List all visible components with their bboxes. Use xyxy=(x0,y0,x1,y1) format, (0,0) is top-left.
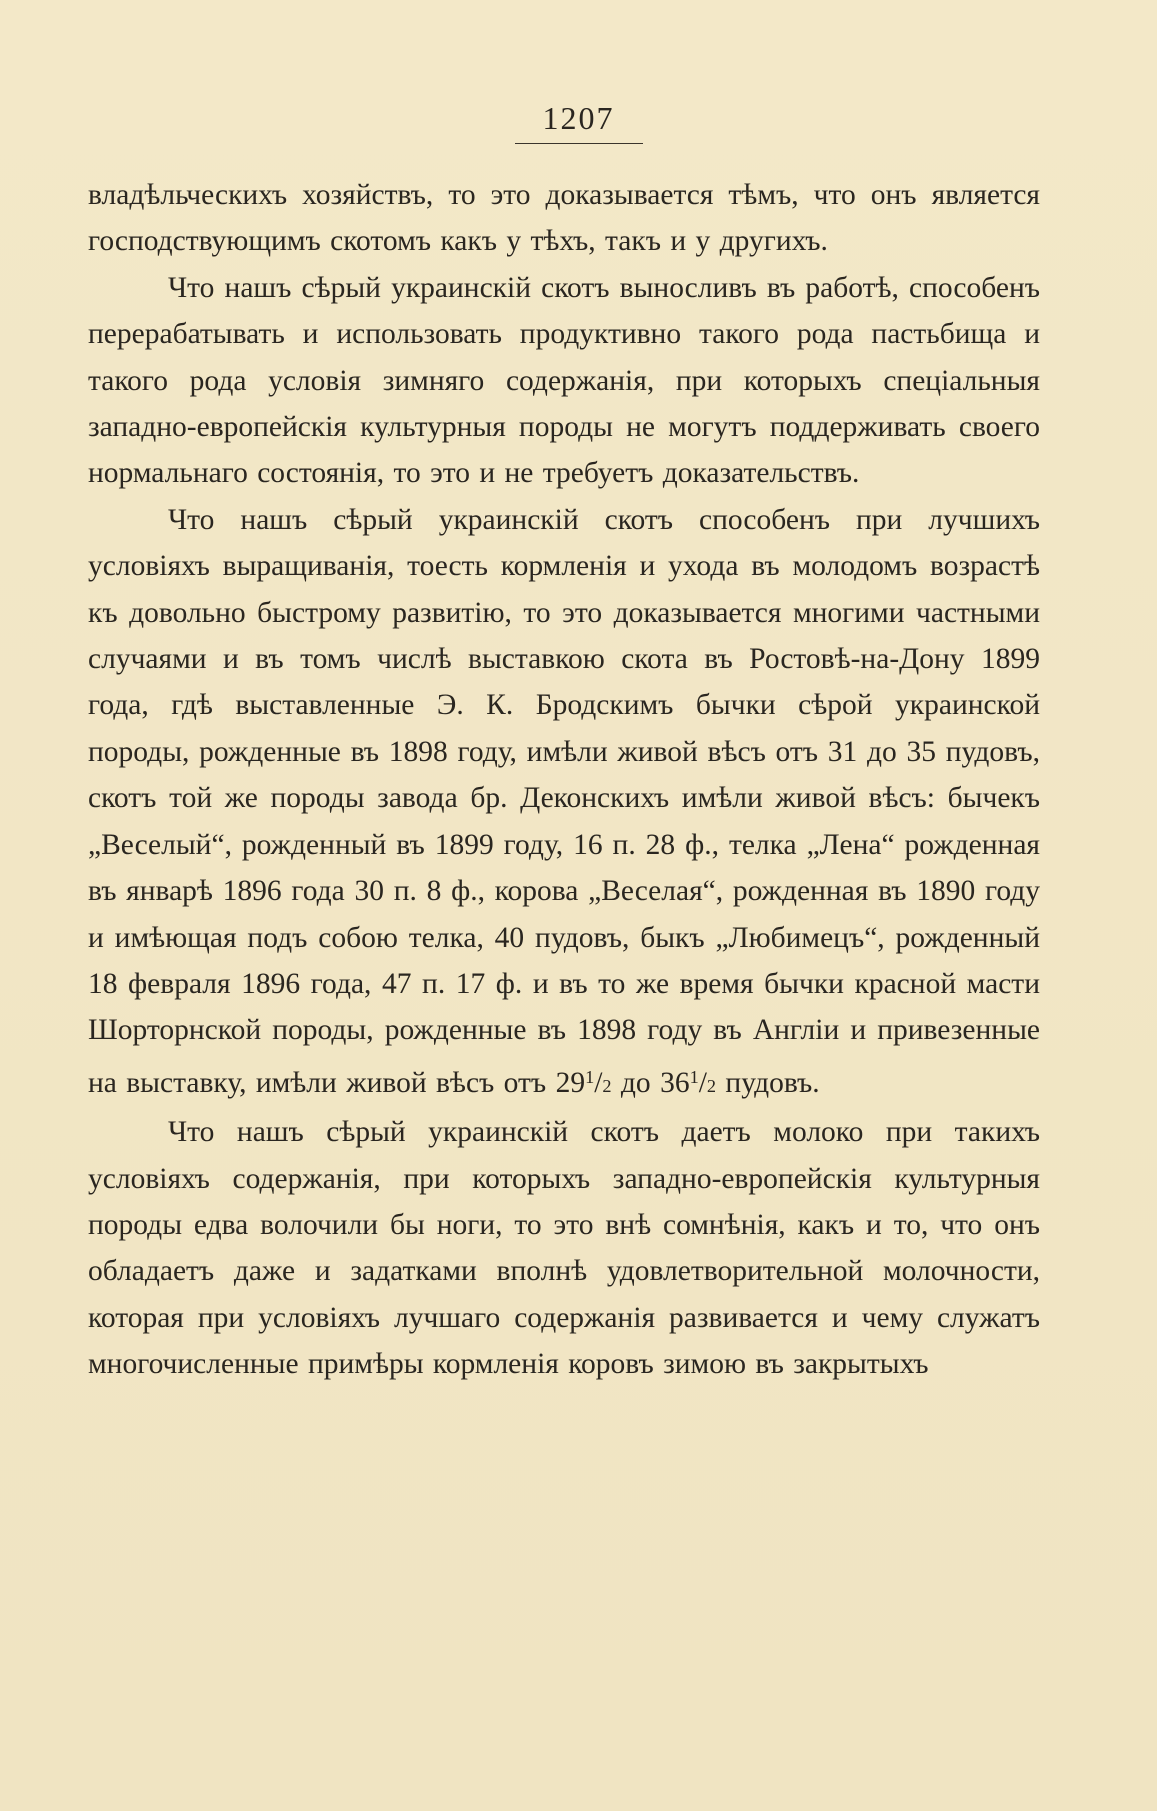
weight-high-frac-numerator: 1 xyxy=(689,1066,699,1087)
paragraph-1: владѣльческихъ хозяйствъ, то это доказывается тѣмъ, что онъ является господствующимъ скотомъ какъ у тѣхъ, такъ и у другихъ. xyxy=(88,179,1040,258)
paragraph-3-ending: пудовъ. xyxy=(716,1066,820,1099)
weight-high-frac-denominator: 2 xyxy=(706,1075,717,1096)
weight-low-frac-numerator: 1 xyxy=(585,1066,595,1087)
paragraph-3: Что нашъ сѣрый украинскій скотъ способенъ при лучшихъ условіяхъ выращиванія, тоесть кормленія и ухода въ молодомъ возрастѣ къ довольно быстрому развитію, то это доказывается многими частными случаями и въ томъ числѣ выставкою скота въ Ростовѣ-на-Дону 1899 года, гдѣ выставленные Э. К. Бродскимъ бычки сѣрой украинской породы, рожденные въ 1898 году, имѣли живой вѣсъ отъ 31 до 35 пудовъ, скотъ той же породы завода бр. Деконскихъ имѣли живой вѣсъ: бычекъ „Веселый“, рожденный въ 1899 году, 16 п. 28 ф., телка „Лена“ рожденная въ январѣ 1896 года 30 п. 8 ф., корова „Веселая“, рожденная въ 1890 году и имѣющая подъ собою телка, 40 пудовъ, быкъ „Любимецъ“, рожденный 18 февраля 1896 года, 47 п. 17 ф. и въ то же время бычки красной масти Шорторнской породы, рожденные въ 1898 году въ Англіи и привезенные на выставку, имѣли живой вѣсъ отъ $29^1/2$ до $36^1/2$ пудовъ. xyxy=(88,503,1040,1099)
page-header xyxy=(0,100,1157,144)
weight-high-whole: 36 xyxy=(660,1066,690,1099)
weight-low-whole: 29 xyxy=(555,1066,586,1099)
weight-between: до xyxy=(611,1066,661,1099)
weight-low-frac-denominator: 2 xyxy=(602,1075,612,1096)
paragraph-2: Что нашъ сѣрый украинскій скотъ выносливъ въ работѣ, способенъ перерабатывать и использовать продуктивно такого рода пастьбища и такого рода условія зимняго содержанія, при которыхъ спеціальныя западно-европейскія культурныя породы не могутъ поддерживать своего нормальнаго состоянія, то это и не требуетъ доказательствъ. xyxy=(88,271,1040,490)
paragraph-3-text: Что нашъ сѣрый украинскій скотъ способенъ при лучшихъ условіяхъ выращиванія, тоесть кормленія и ухода въ молодомъ возрастѣ къ довольно быстрому развитію, то это доказывается многими частными случаями и въ томъ числѣ выставкою скота въ Ростовѣ-на-Дону 1899 года, гдѣ выставленные Э. К. Бродскимъ бычки сѣрой украинской породы, рожденные въ 1898 году, имѣли живой вѣсъ отъ 31 до 35 пудовъ, скотъ той же породы завода бр. Деконскихъ имѣли живой вѣсъ: бычекъ „Веселый“, рожденный въ 1899 году, 16 п. 28 ф., телка „Лена“ рожденная въ январѣ 1896 года 30 п. 8 ф., корова „Веселая“, рожденная въ 1890 году и имѣющая подъ собою телка, 40 пудовъ, быкъ „Любимецъ“, рожденный 18 февраля 1896 года, 47 п. 17 ф. и въ то же время бычки красной масти Шорторнской породы, рожденные въ 1898 году въ Англіи и привезенные на выставку, имѣли живой вѣсъ отъ xyxy=(88,503,1040,1099)
paragraph-4: Что нашъ сѣрый украинскій скотъ даетъ молоко при такихъ условіяхъ содержанія, при которыхъ западно-европейскія культурныя породы едва волочили бы ноги, то это внѣ сомнѣнія, какъ и то, что онъ обладаетъ даже и задатками вполнѣ удовлетворительной молочности, которая при условіяхъ лучшаго содержанія развивается и чему служатъ многочисленные примѣры кормленія коровъ зимою въ закрытыхъ xyxy=(88,1116,1040,1381)
page-number: 1207 xyxy=(515,100,643,144)
body-text xyxy=(88,172,1040,1388)
